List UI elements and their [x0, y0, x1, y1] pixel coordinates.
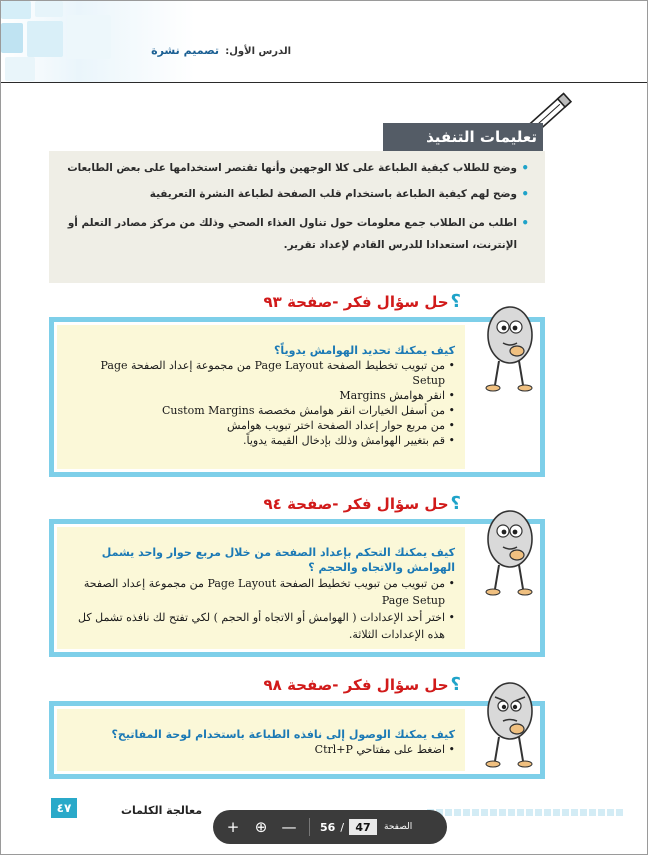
decor-square	[35, 1, 63, 17]
section-title	[264, 493, 461, 514]
question-mark-icon: ؟	[450, 493, 461, 514]
current-page-input[interactable]	[349, 819, 377, 835]
bullet-dot: •	[521, 187, 529, 201]
lesson-title: تصميم نشرة	[151, 44, 220, 57]
answer-text: من مربع حوار إعداد الصفحة اختر تبويب هوامش	[227, 419, 445, 432]
bullet-dot: •	[521, 161, 529, 175]
answer-text: من تبويب من تبويب تخطيط الصفحة Page Layout من مجموعة إعداد الصفحة Page Setup	[83, 577, 445, 607]
answer-text: اختر أحد الإعدادات ( الهوامش أو الاتجاه أو الحجم ) لكي تفتح لك نافذه تشمل كل هذه الإعدادات الثلاثة.	[78, 611, 445, 641]
toolbar-divider	[309, 818, 310, 836]
answer-item: • من أسفل الخيارات انقر هوامش مخصصة Custom Margins	[162, 404, 455, 417]
thinking-mascot-icon	[475, 679, 545, 775]
answer-box	[57, 325, 465, 469]
instruction-item-continued	[63, 234, 529, 256]
answer-item: • من تبويب تخطيط الصفحة Page Layout من مجموعة إعداد الصفحة Page Setup	[100, 359, 455, 387]
instructions-title: تعليمات التنفيذ	[383, 123, 543, 151]
page-separator: /	[340, 820, 345, 834]
answer-item: • من مربع حوار إعداد الصفحة اختر تبويب هوامش	[227, 419, 455, 432]
thinking-mascot-icon	[475, 303, 545, 399]
answer-text: من تبويب تخطيط الصفحة Page Layout من مجموعة إعداد الصفحة Page Setup	[100, 359, 445, 387]
answer-item: • اختر أحد الإعدادات ( الهوامش أو الاتجاه أو الحجم ) لكي تفتح لك نافذه تشمل كل هذه الإعدادات الثلاثة.	[78, 611, 455, 641]
answer-item: • قم بتغيير الهوامش وذلك بإدخال القيمة يدوياً.	[243, 434, 455, 447]
section-title-text: حل سؤال فكر -صفحة ٩٣	[263, 293, 449, 311]
viewer-toolbar	[213, 810, 447, 844]
total-pages: 56	[320, 820, 336, 834]
answer-text: انقر هوامش Margins	[339, 389, 445, 402]
instruction-item	[63, 186, 529, 203]
instruction-text: وضح للطلاب كيفية الطباعة على كلا الوجهين وأنها تقتصر استخدامها على بعض الطابعات	[67, 162, 517, 174]
lesson-heading	[121, 44, 291, 57]
answer-item: • انقر هوامش Margins	[339, 389, 455, 402]
question-text: كيف يمكنك التحكم بإعداد الصفحة من خلال مربع حوار واحد يشمل الهوامش والاتجاه والحجم ؟	[101, 546, 455, 574]
answer-item: • اضغط على مفتاحي Ctrl+P	[314, 743, 455, 756]
instruction-item	[63, 160, 529, 177]
decor-square	[5, 57, 35, 81]
decor-square	[1, 23, 23, 53]
question-mark-icon: ؟	[450, 291, 461, 312]
question-mark-icon: ؟	[450, 674, 461, 695]
question-text: كيف يمكنك الوصول إلى نافذه الطباعة باستخدام لوحة المفاتيح؟	[111, 728, 455, 741]
section-title	[264, 291, 461, 312]
instructions-box	[49, 151, 545, 283]
zoom-out-button[interactable]: —	[281, 818, 297, 836]
instruction-text: اطلب من الطلاب جمع معلومات حول تناول الغذاء الصحي وذلك من مركز مصادر التعلم أو	[67, 217, 517, 229]
page-number: ٤٧	[51, 798, 77, 818]
section-title	[264, 674, 461, 695]
answer-box	[57, 709, 465, 771]
decor-square	[1, 1, 31, 19]
answer-box	[57, 527, 465, 649]
answer-text: اضغط على مفتاحي Ctrl+P	[314, 743, 445, 756]
decor-square	[67, 15, 111, 59]
answer-item: • من تبويب من تبويب تخطيط الصفحة Page Layout من مجموعة إعداد الصفحة Page Setup	[83, 577, 455, 607]
section-title-text: حل سؤال فكر -صفحة ٩٤	[263, 495, 449, 513]
instruction-item	[63, 212, 529, 234]
zoom-search-button[interactable]: ⊕	[254, 818, 268, 836]
question-text: كيف يمكنك تحديد الهوامش يدوياً؟	[274, 344, 455, 357]
answer-text: من أسفل الخيارات انقر هوامش مخصصة Custom Margins	[162, 404, 445, 417]
book-title: معالجة الكلمات	[121, 804, 203, 817]
section-title-text: حل سؤال فكر -صفحة ٩٨	[263, 676, 449, 694]
decor-square	[27, 21, 63, 57]
instruction-text: الإنترنت، استعدادا للدرس القادم لإعداد تقرير.	[283, 239, 517, 251]
lesson-label: الدرس الأول:	[225, 46, 291, 57]
instruction-text: وضح لهم كيفية الطباعة باستخدام قلب الصفحة لطباعة النشرة التعريفية	[149, 188, 517, 200]
page-label: الصفحة	[384, 822, 413, 832]
answer-text: قم بتغيير الهوامش وذلك بإدخال القيمة يدوياً.	[243, 434, 445, 447]
footer-decor	[427, 809, 623, 816]
bullet-dot: •	[521, 216, 529, 230]
thinking-mascot-icon	[475, 507, 545, 603]
zoom-in-button[interactable]: +	[226, 818, 240, 836]
